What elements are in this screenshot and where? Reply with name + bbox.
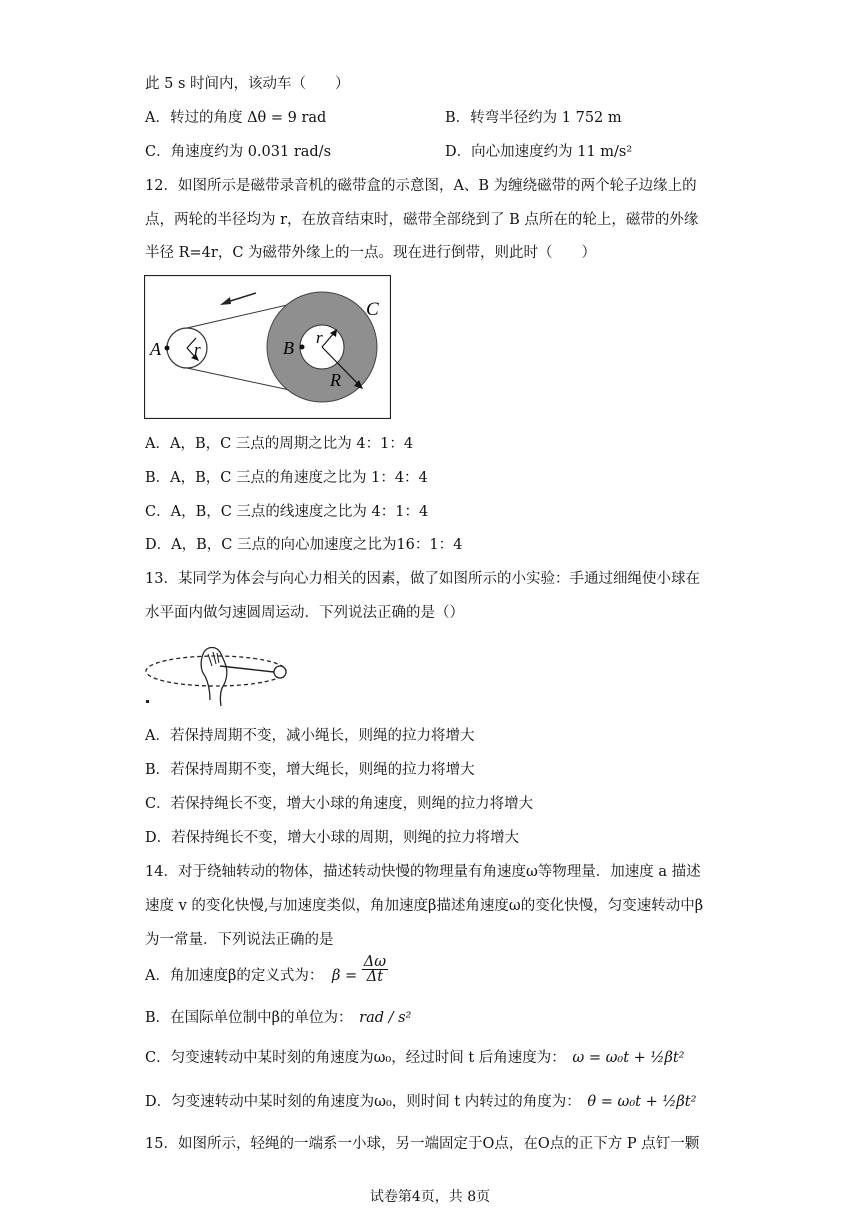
- q14-option-c: [145, 1048, 685, 1068]
- q13-option-a: A．若保持周期不变，减小绳长，则绳的拉力将增大: [145, 728, 475, 744]
- page-footer: 试卷第4页，共 8页: [369, 1189, 491, 1205]
- q14-option-d: [145, 1092, 696, 1112]
- q14-a-numerator: Δω: [363, 953, 387, 970]
- q13-stem-line2: 水平面内做匀速圆周运动．下列说法正确的是（）: [145, 605, 464, 621]
- q14-b-formula: rad / s²: [359, 1010, 412, 1026]
- q13-option-d: D．若保持绳长不变，增大小球的周期，则绳的拉力将增大: [145, 830, 520, 846]
- q13-stem-line1: 13．某同学为体会与向心力相关的因素，做了如图所示的小实验：手通过细绳使小球在: [145, 571, 700, 587]
- q14-a-denominator: Δt: [366, 968, 384, 985]
- q14-stem-line2: 速度 v 的变化快慢,与加速度类似，角加速度β描述角速度ω的变化快慢，匀变速转动中β: [145, 898, 704, 914]
- q14-d-formula: θ = ω₀t + ½βt²: [587, 1094, 697, 1110]
- q14-a-formula-lhs: β =: [331, 968, 358, 984]
- q11-option-b: B．转弯半径约为 1 752 m: [445, 110, 622, 126]
- q14-stem-line3: 为一常量．下列说法正确的是: [145, 932, 334, 948]
- q14-option-b: [145, 1008, 411, 1028]
- q11-option-c: C．角速度约为 0.031 rad/s: [145, 144, 332, 160]
- q11-option-d: D．向心加速度约为 11 m/s²: [445, 144, 633, 160]
- label-r-left: r: [194, 340, 201, 359]
- q13-option-b: B．若保持周期不变，增大绳长，则绳的拉力将增大: [145, 762, 475, 778]
- q12-option-c: C．A，B，C 三点的线速度之比为 4：1：4: [145, 504, 429, 520]
- q14-option-a-text: A．角加速度β的定义式为：: [145, 968, 324, 984]
- label-a: A: [150, 339, 161, 359]
- label-b: B: [283, 338, 294, 358]
- q11-stem-end: 此 5 s 时间内，该动车（ ）: [145, 76, 350, 92]
- q12-option-b: B．A，B，C 三点的角速度之比为 1：4：4: [145, 470, 428, 486]
- q14-stem-line1: 14．对于绕轴转动的物体，描述转动快慢的物理量有角速度ω等物理量．加速度 a 描述: [145, 864, 701, 880]
- q14-a-fraction: [362, 955, 388, 984]
- q14-option-c-text: C．匀变速转动中某时刻的角速度为ω₀，经过时间 t 后角速度为：: [145, 1050, 566, 1066]
- q11-option-a: A．转过的角度 Δθ = 9 rad: [145, 110, 327, 126]
- q12-option-d: D．A，B，C 三点的向心加速度之比为16：1：4: [145, 537, 463, 553]
- label-R: R: [330, 370, 341, 390]
- q12-stem-line3: 半径 R=4r，C 为磁带外缘上的一点。现在进行倒带，则此时（ ）: [145, 245, 597, 261]
- q12-stem-line1: 12．如图所示是磁带录音机的磁带盒的示意图，A、B 为缠绕磁带的两个轮子边缘上的: [145, 178, 697, 194]
- label-c: C: [366, 299, 379, 320]
- q15-stem-line1: 15．如图所示，轻绳的一端系一小球，另一端固定于O点，在O点的正下方 P 点钉一颗: [145, 1136, 700, 1152]
- q12-option-a: A．A，B，C 三点的周期之比为 4：1：4: [145, 436, 414, 452]
- tape-cassette-figure: [144, 275, 391, 419]
- q14-option-d-text: D．匀变速转动中某时刻的角速度为ω₀，则时间 t 内转过的角度为：: [145, 1094, 581, 1110]
- hand-swing-ball-figure: [142, 642, 292, 710]
- q12-stem-line2: 点，两轮的半径均为 r，在放音结束时，磁带全部绕到了 B 点所在的轮上，磁带的外缘: [145, 212, 699, 228]
- q14-c-formula: ω = ω₀t + ½βt²: [572, 1050, 685, 1066]
- q14-option-b-text: B．在国际单位制中β的单位为：: [145, 1010, 353, 1026]
- q13-option-c: C．若保持绳长不变，增大小球的角速度，则绳的拉力将增大: [145, 796, 534, 812]
- label-r-right: r: [316, 328, 323, 347]
